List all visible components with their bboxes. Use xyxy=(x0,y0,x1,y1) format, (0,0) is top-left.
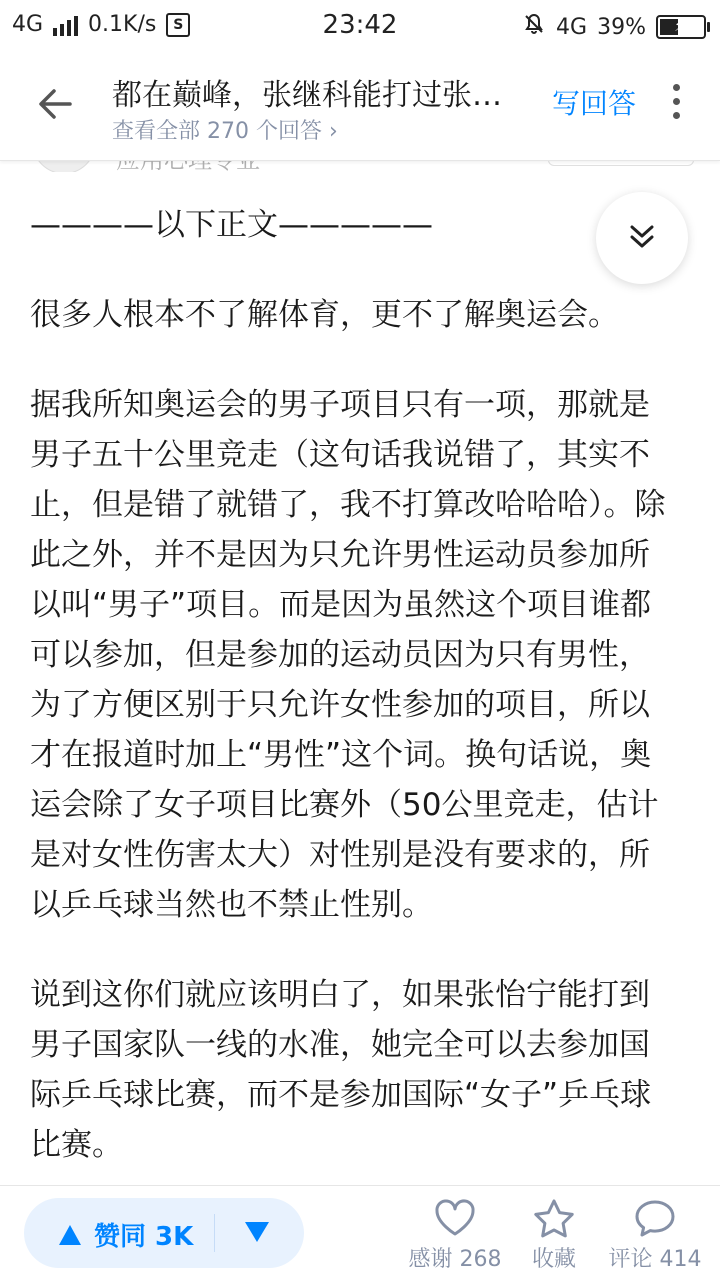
heart-icon xyxy=(433,1198,477,1238)
more-options-button[interactable] xyxy=(668,84,684,124)
battery-icon: ⚡ xyxy=(656,15,706,39)
answer-paragraph: 很多人根本不了解体育，更不了解奥运会。 xyxy=(30,297,619,333)
content-separator: ————以下正文————— xyxy=(30,207,433,243)
network-type-label: 4G xyxy=(12,12,44,37)
clock: 23:42 xyxy=(322,10,398,40)
back-button[interactable] xyxy=(34,82,78,126)
bottom-action-bar xyxy=(0,1185,720,1281)
network-type-right: 4G xyxy=(556,14,588,40)
question-title[interactable]: 都在巅峰，张继科能打过张… xyxy=(112,78,502,113)
battery-percent: 39% xyxy=(597,14,646,40)
comment-bubble-icon xyxy=(633,1198,677,1238)
triangle-up-icon xyxy=(58,1224,82,1246)
write-answer-button[interactable]: 写回答 xyxy=(552,87,637,120)
more-dots-icon xyxy=(673,84,680,91)
collapse-answer-button[interactable] xyxy=(596,192,688,284)
answer-paragraph: 说到这你们就应该明白了，如果张怡宁能打到男子国家队一线的水准，她完全可以去参加国际乒乓球比赛，而不是参加国际“女子”乒乓球比赛。 xyxy=(30,977,652,1163)
double-chevron-down-icon xyxy=(626,222,658,254)
upvote-button[interactable] xyxy=(58,1216,193,1253)
app-notification-icon: S xyxy=(166,13,190,37)
collect-button[interactable] xyxy=(499,1198,609,1273)
triangle-down-icon xyxy=(244,1220,270,1244)
vote-control xyxy=(24,1198,304,1268)
mute-icon xyxy=(522,12,546,42)
thanks-button[interactable] xyxy=(400,1198,510,1273)
comment-label: 评论 414 xyxy=(608,1247,702,1272)
answer-paragraph: 据我所知奥运会的男子项目只有一项，那就是男子五十公里竞走（这句话我说错了，其实不止，但是错了就错了，我不打算改哈哈哈）。除此之外，并不是因为只允许男性运动员参加所以叫“男子”项目。而是因为虽然这个项目谁都可以参加，但是参加的运动员因为只有男性，为了方便区别于只允许女性参加的项目，所以才在报道时加上“男性”这个词。换句话说，奥运会除了女子项目比赛外（50公里竞走，估计是对女性伤害太大）对性别是没有要求的，所以乒乓球当然也不禁止性别。 xyxy=(30,387,666,923)
thanks-label: 感谢 268 xyxy=(408,1247,502,1272)
status-bar xyxy=(0,0,720,52)
comment-button[interactable] xyxy=(600,1198,710,1273)
view-all-answers-link[interactable]: 查看全部 270 个回答 › xyxy=(112,119,338,144)
vote-divider xyxy=(214,1214,215,1252)
answer-content xyxy=(30,200,680,1170)
downvote-button[interactable] xyxy=(244,1220,270,1248)
question-header xyxy=(0,52,720,161)
back-arrow-icon xyxy=(34,82,78,126)
upvote-label: 赞同 3K xyxy=(94,1222,194,1252)
collect-label: 收藏 xyxy=(531,1247,576,1272)
star-icon xyxy=(532,1198,576,1238)
network-speed: 0.1K/s xyxy=(88,12,157,37)
